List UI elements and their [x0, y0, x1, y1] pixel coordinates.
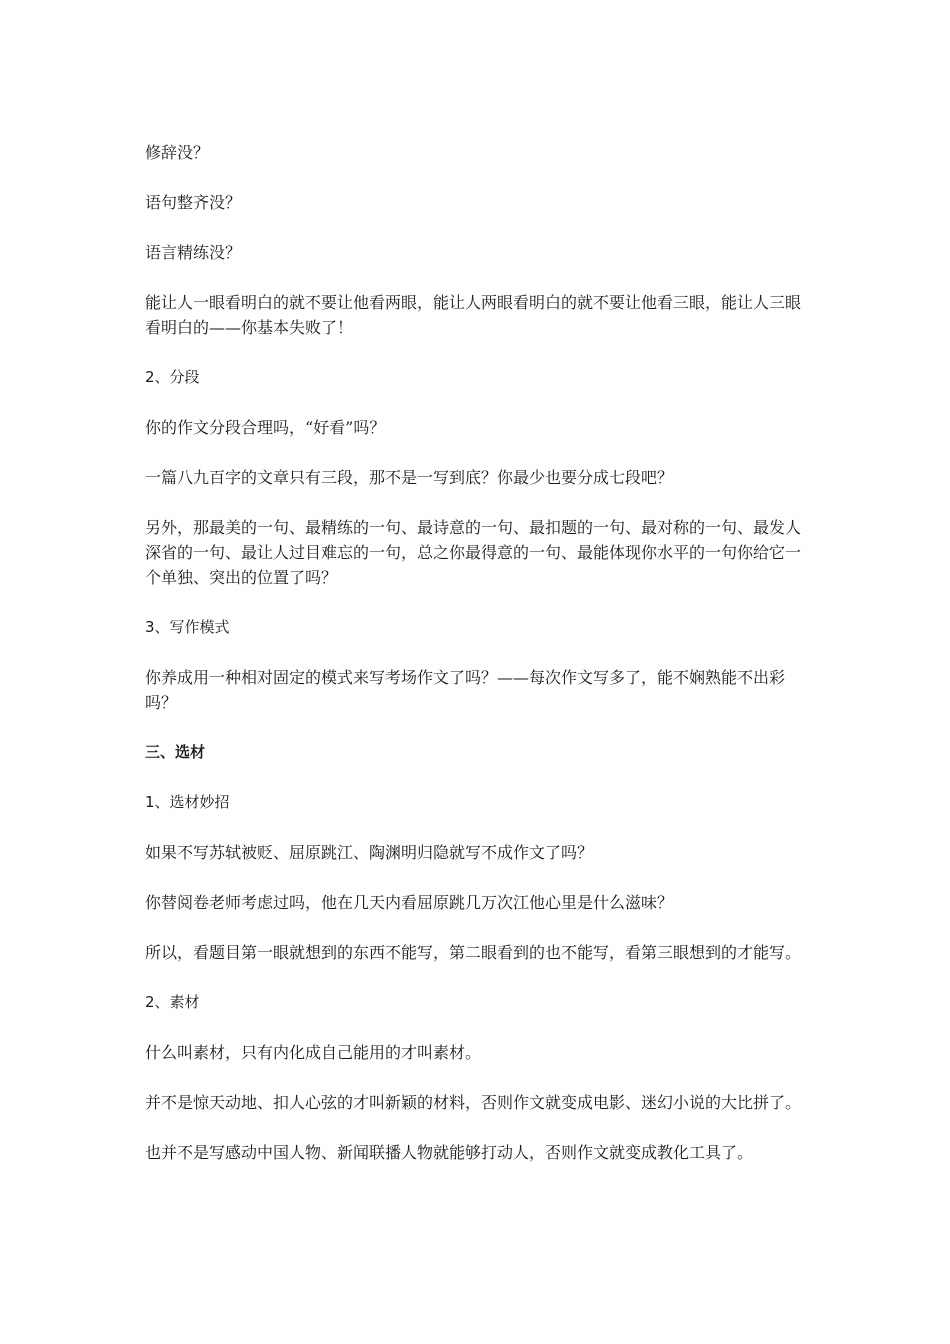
paragraph-third-glance: 所以，看题目第一眼就想到的东西不能写，第二眼看到的也不能写，看第三眼想到的才能写。 [145, 943, 802, 962]
paragraph-seven-sections: 一篇八九百字的文章只有三段，那不是一写到底？你最少也要分成七段吧？ [145, 468, 674, 487]
document-page [145, 140, 810, 1190]
section-title-material: 三、选材 [145, 743, 206, 761]
heading-paragraphing: 2、分段 [145, 368, 200, 386]
paragraph-internalized-material: 什么叫素材，只有内化成自己能用的才叫素材。 [145, 1043, 482, 1062]
paragraph-grader-view: 你替阅卷老师考虑过吗，他在几天内看屈原跳几万次江他心里是什么滋味？ [145, 893, 674, 912]
heading-source-material: 2、素材 [145, 993, 200, 1011]
paragraph-sentence-neat: 语句整齐没？ [145, 193, 242, 212]
paragraph-cliche-examples: 如果不写苏轼被贬、屈原跳江、陶渊明归隐就写不成作文了吗？ [145, 843, 594, 862]
paragraph-language-concise: 语言精练没？ [145, 243, 242, 262]
paragraph-paragraphing-question: 你的作文分段合理吗，“好看”吗？ [145, 418, 386, 437]
paragraph-novel-material: 并不是惊天动地、扣人心弦的才叫新颖的材料，否则作文就变成电影、迷幻小说的大比拼了。 [145, 1093, 802, 1112]
paragraph-moving-people: 也并不是写感动中国人物、新闻联播人物就能够打动人，否则作文就变成教化工具了。 [145, 1143, 754, 1162]
heading-material-tips: 1、选材妙招 [145, 793, 230, 811]
paragraph-rhetoric: 修辞没？ [145, 143, 210, 162]
heading-writing-pattern: 3、写作模式 [145, 618, 230, 636]
paragraph-best-sentence: 另外，那最美的一句、最精练的一句、最诗意的一句、最扣题的一句、最对称的一句、最发人深省的一句、最让人过目难忘的一句，总之你最得意的一句、最能体现你水平的一句你给它一个单独、突出的位置了吗？ [145, 518, 802, 587]
paragraph-glance-rule: 能让人一眼看明白的就不要让他看两眼，能让人两眼看明白的就不要让他看三眼，能让人三眼看明白的——你基本失败了！ [145, 293, 802, 337]
paragraph-fixed-pattern: 你养成用一种相对固定的模式来写考场作文了吗？——每次作文写多了，能不娴熟能不出彩吗？ [145, 668, 786, 712]
